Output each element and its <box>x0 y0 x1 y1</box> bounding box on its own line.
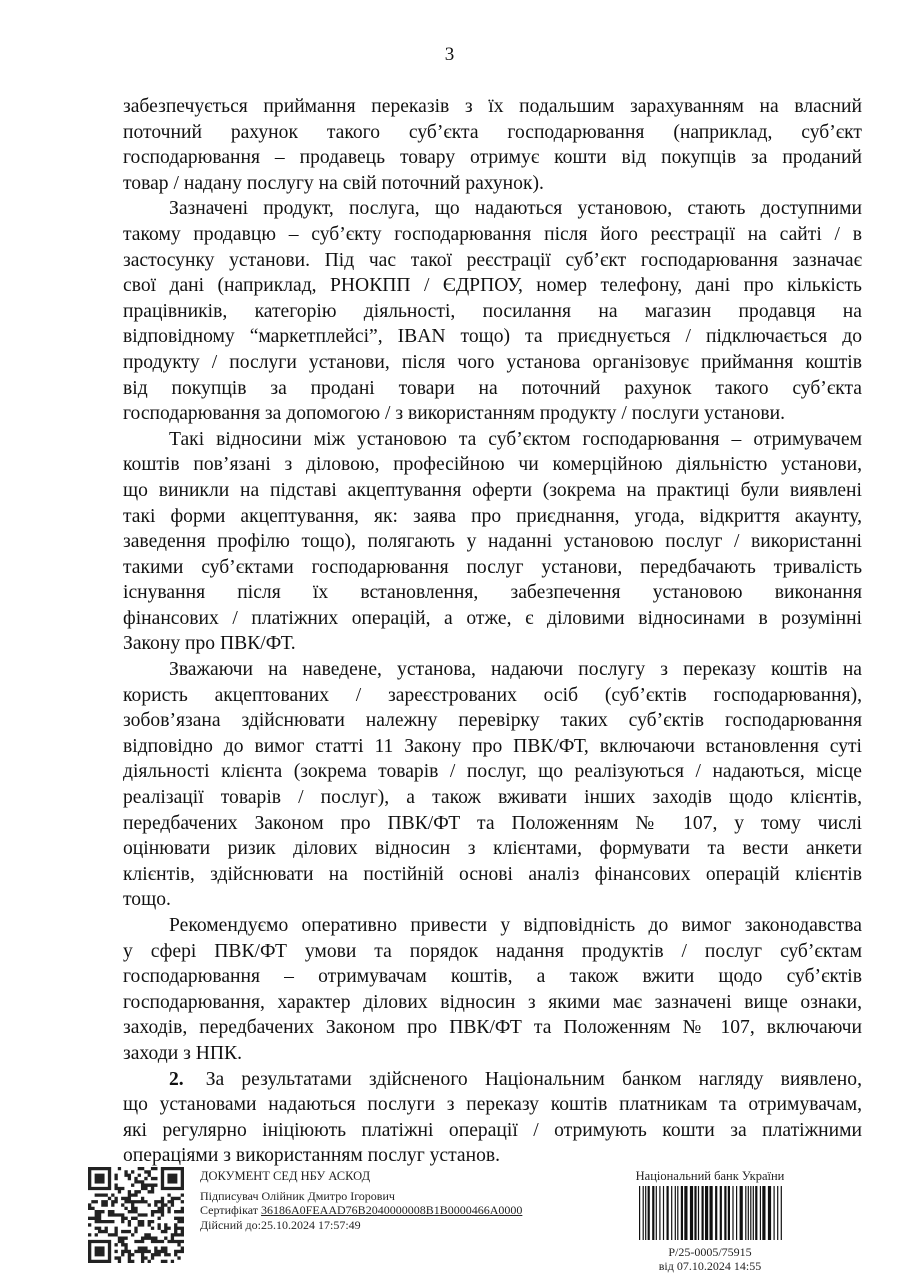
text-line: реалізації товарів / послуг), а також вживати інших заходів щодо клієнтів, <box>123 787 862 809</box>
item-text: За результатами здійсненого Національним банком нагляду виявлено, <box>205 1068 862 1090</box>
text-line: господарювання – отримувачам коштів, а також вжити щодо суб’єктів <box>123 966 862 988</box>
text-line: у сфері ПВК/ФТ умови та порядок надання продуктів / послуг суб’єктам <box>123 940 862 962</box>
text-line: операціями з використанням послуг установ. <box>123 1145 501 1167</box>
valid-until-value: 25.10.2024 17:57:49 <box>260 1217 361 1232</box>
valid-until-line <box>200 1218 522 1233</box>
numbered-item <box>123 1067 862 1169</box>
text-line: тощо. <box>123 889 171 911</box>
text-line: господарювання за допомогою / з використанням продукту / послуги установи. <box>123 403 786 425</box>
text-line: забезпечується приймання переказів з їх подальшим зарахуванням на власний <box>123 96 862 117</box>
text-line: Рекомендуємо оперативно привести у відповідність до вимог законодавства <box>169 915 862 936</box>
signer-line <box>200 1189 522 1204</box>
barcode-icon <box>635 1186 785 1240</box>
sed-title: ДОКУМЕНТ СЕД НБУ АСКОД <box>200 1169 371 1183</box>
text-line: господарювання – продавець товару отримує кошти від покупців за проданий <box>123 147 862 169</box>
paragraph <box>123 427 862 657</box>
electronic-signature-block <box>200 1169 522 1232</box>
text-line: існування після їх встановлення, забезпечення установою виконання <box>123 582 862 604</box>
text-line: відповідному “маркетплейсі”, IBAN тощо) та приєднується / підключається до <box>123 326 862 348</box>
signer-label: Підписувач <box>200 1188 259 1203</box>
text-line: свої дані (наприклад, РНОКПП / ЄДРПОУ, номер телефону, дані про кількість <box>123 275 862 297</box>
page-number: 3 <box>444 44 455 65</box>
text-line: заходи з НПК. <box>123 1042 242 1064</box>
text-line: фінансових / платіжних операцій, а отже, є діловими відносинами в розумінні <box>123 607 862 629</box>
certificate-value: 36186A0FEAAD76B2040000008B1B0000466A0000 <box>261 1203 523 1217</box>
text-line: Зважаючи на наведене, установа, надаючи послугу з переказу коштів на <box>169 659 862 681</box>
text-line: що установами надаються послуги з переказу коштів платникам та отримувачам, <box>123 1094 862 1116</box>
registration-number: Р/25-0005/75915 <box>668 1245 752 1259</box>
numbered-item-first-line <box>123 1067 862 1093</box>
paragraph <box>123 196 862 426</box>
signer-name: Олійник Дмитро Ігорович <box>261 1188 395 1203</box>
text-line: зобов’язана здійснювати належну перевірку таких суб’єктів господарювання <box>123 710 862 732</box>
text-line: такими суб’єктами господарювання послуг установи, передбачають тривалість <box>123 556 862 578</box>
text-line: такому продавцю – суб’єкту господарювання після його реєстрації на сайті / в <box>123 223 862 245</box>
item-number: 2. <box>169 1068 184 1090</box>
valid-until-label: Дійсний до: <box>200 1217 261 1232</box>
text-line: Закону про ПВК/ФТ. <box>123 633 296 655</box>
paragraph <box>123 94 862 196</box>
qr-code-icon <box>88 1167 184 1263</box>
certificate-line <box>200 1203 522 1218</box>
document-body <box>123 94 862 1169</box>
paragraph <box>123 657 862 913</box>
text-line: Такі відносини між установою та суб’єктом господарювання – отримувачем <box>169 428 862 450</box>
text-line: оцінювати ризик ділових відносин з клієнтами, формувати та вести анкети <box>123 838 862 860</box>
text-line: працівників, категорію діяльності, посилання на магазин продавця на <box>123 300 862 322</box>
text-line: відповідно до вимог статті 11 Закону про ПВК/ФТ, включаючи встановлення суті <box>123 735 862 757</box>
text-line: що виникли на підставі акцептування оферти (зокрема на практиці були виявлені <box>123 479 862 501</box>
signature-footer <box>0 1165 899 1275</box>
paragraph <box>123 913 862 1067</box>
text-line: від покупців за продані товари на поточний рахунок такого суб’єкта <box>123 377 862 399</box>
text-line: такі форми акцептування, як: заява про приєднання, угода, відкриття акаунту, <box>123 505 862 527</box>
text-line: передбачених Законом про ПВК/ФТ та Положенням № 107, у тому числі <box>123 812 862 834</box>
text-line: діяльності клієнта (зокрема товарів / послуг, що реалізуються / надаються, місце <box>123 761 862 783</box>
text-line: клієнтів, здійснювати на постійній основі аналіз фінансових операцій клієнтів <box>123 863 862 885</box>
text-line: коштів пов’язані з діловою, професійною чи комерційною діяльністю установи, <box>123 454 862 476</box>
registration-stamp <box>610 1169 810 1273</box>
text-line: поточний рахунок такого суб’єкта господарювання (наприклад, суб’єкт <box>123 121 862 143</box>
certificate-label: Сертифікат <box>200 1203 259 1217</box>
text-line: господарювання, характер ділових відносин з якими має зазначені вище ознаки, <box>123 991 862 1013</box>
text-line: заходів, передбачених Законом про ПВК/ФТ та Положенням № 107, включаючи <box>123 1017 862 1039</box>
text-line: заведення профілю тощо), полягають у наданні установою послуг / використанні <box>123 531 862 553</box>
text-line: товар / надану послугу на свій поточний рахунок). <box>123 172 544 194</box>
text-line: користь акцептованих / зареєстрованих осіб (суб’єктів господарювання), <box>123 684 862 706</box>
organization-name: Національний банк України <box>635 1169 785 1183</box>
text-line: застосунку установи. Під час такої реєстрації суб’єкт господарювання зазначає <box>123 249 862 271</box>
text-line: які регулярно ініціюють платіжні операції / отримують кошти за платіжними <box>123 1119 862 1141</box>
text-line: Зазначені продукт, послуга, що надаються установою, стають доступними <box>169 198 862 220</box>
text-line: продукту / послуги установи, після чого установа організовує приймання коштів <box>123 351 862 373</box>
registration-date: від 07.10.2024 14:55 <box>658 1259 762 1273</box>
